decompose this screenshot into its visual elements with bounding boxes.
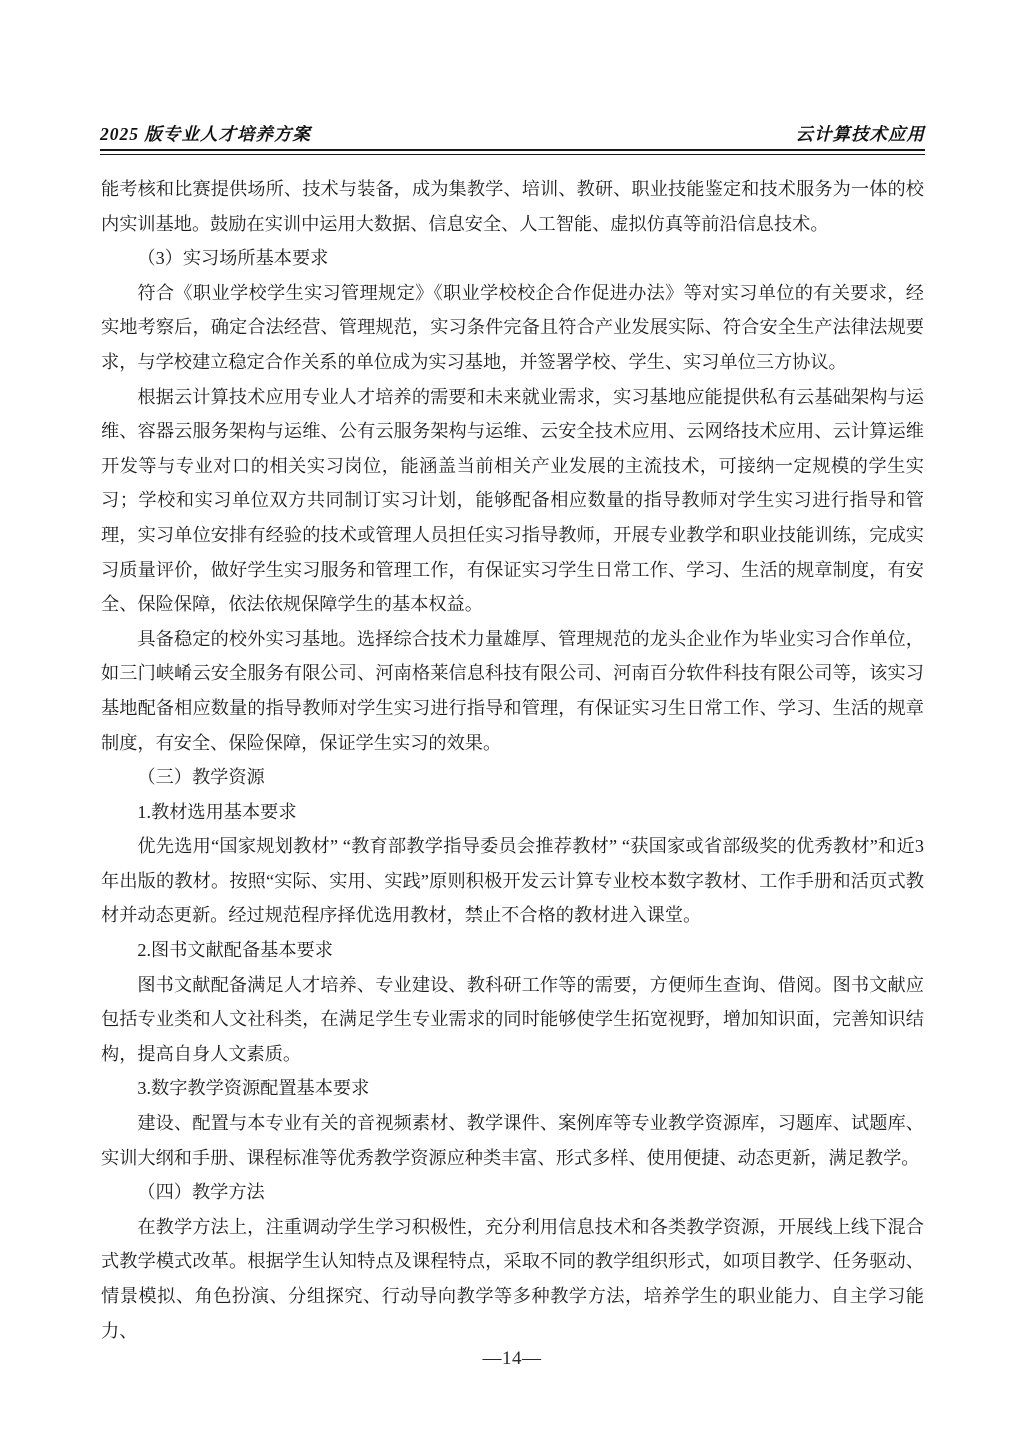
- page-header: [100, 121, 925, 146]
- paragraph: 根据云计算技术应用专业人才培养的需要和未来就业需求，实习基地应能提供私有云基础架构与运维、容器云服务架构与运维、公有云服务架构与运维、云安全技术应用、云网络技术应用、云计算运维开发等与专业对口的相关实习岗位，能涵盖当前相关产业发展的主流技术，可接纳一定规模的学生实习；学校和实习单位双方共同制订实习计划，能够配备相应数量的指导教师对学生实习进行指导和管理，实习单位安排有经验的技术或管理人员担任实习指导教师，开展专业教学和职业技能训练，完成实习质量评价，做好学生实习服务和管理工作，有保证实习学生日常工作、学习、生活的规章制度，有安全、保险保障，依法依规保障学生的基本权益。: [101, 386, 924, 615]
- page-number: —14—: [482, 1348, 542, 1369]
- page-footer: [0, 1348, 1024, 1370]
- paragraph: 优先选用“国家规划教材” “教育部教学指导委员会推荐教材” “获国家或省部级奖的优秀教材”和近3年出版的教材。按照“实际、实用、实践”原则积极开发云计算专业校本数字教材、工作手册和活页式教材并动态更新。经过规范程序择优选用教材，禁止不合格的教材进入课堂。: [101, 836, 924, 926]
- paragraph: 符合《职业学校学生实习管理规定》《职业学校校企合作促进办法》等对实习单位的有关要求，经实地考察后，确定合法经营、管理规范，实习条件完备且符合产业发展实际、符合安全生产法律法规要求，与学校建立稳定合作关系的单位成为实习基地，并签署学校、学生、实习单位三方协议。: [101, 282, 924, 372]
- paragraph-heading: 3.数字教学资源配置基本要求: [137, 1078, 370, 1099]
- paragraph-heading: （四）教学方法: [137, 1182, 265, 1203]
- paragraph-heading: （3）实习场所基本要求: [137, 248, 329, 269]
- document-body: [101, 172, 924, 1348]
- header-double-rule: [100, 149, 925, 155]
- paragraph: 在教学方法上，注重调动学生学习积极性，充分利用信息技术和各类教学资源，开展线上线下混合式教学模式改革。根据学生认知特点及课程特点，采取不同的教学组织形式，如项目教学、任务驱动、情景模拟、角色扮演、分组探究、行动导向教学等多种教学方法，培养学生的职业能力、自主学习能力、: [101, 1216, 924, 1341]
- paragraph: 建设、配置与本专业有关的音视频素材、教学课件、案例库等专业教学资源库，习题库、试题库、实训大纲和手册、课程标准等优秀教学资源应种类丰富、形式多样、使用便捷、动态更新，满足教学。: [101, 1113, 924, 1168]
- paragraph-heading: 2.图书文献配备基本要求: [137, 940, 333, 961]
- paragraph-heading: 1.教材选用基本要求: [137, 801, 297, 822]
- header-right-title: 云计算技术应用: [795, 124, 925, 144]
- header-left-title: 2025 版专业人才培养方案: [100, 124, 311, 144]
- paragraph: 能考核和比赛提供场所、技术与装备，成为集教学、培训、教研、职业技能鉴定和技术服务为一体的校内实训基地。鼓励在实训中运用大数据、信息安全、人工智能、虚拟仿真等前沿信息技术。: [101, 179, 924, 234]
- paragraph-heading: （三）教学资源: [137, 767, 265, 788]
- paragraph: 具备稳定的校外实习基地。选择综合技术力量雄厚、管理规范的龙头企业作为毕业实习合作单位，如三门峡崤云安全服务有限公司、河南格莱信息科技有限公司、河南百分软件科技有限公司等，该实习基地配备相应数量的指导教师对学生实习进行指导和管理，有保证实习生日常工作、学习、生活的规章制度，有安全、保险保障，保证学生实习的效果。: [101, 628, 924, 753]
- paragraph: 图书文献配备满足人才培养、专业建设、教科研工作等的需要，方便师生查询、借阅。图书文献应包括专业类和人文社科类，在满足学生专业需求的同时能够使学生拓宽视野，增加知识面，完善知识结构，提高自身人文素质。: [101, 974, 924, 1064]
